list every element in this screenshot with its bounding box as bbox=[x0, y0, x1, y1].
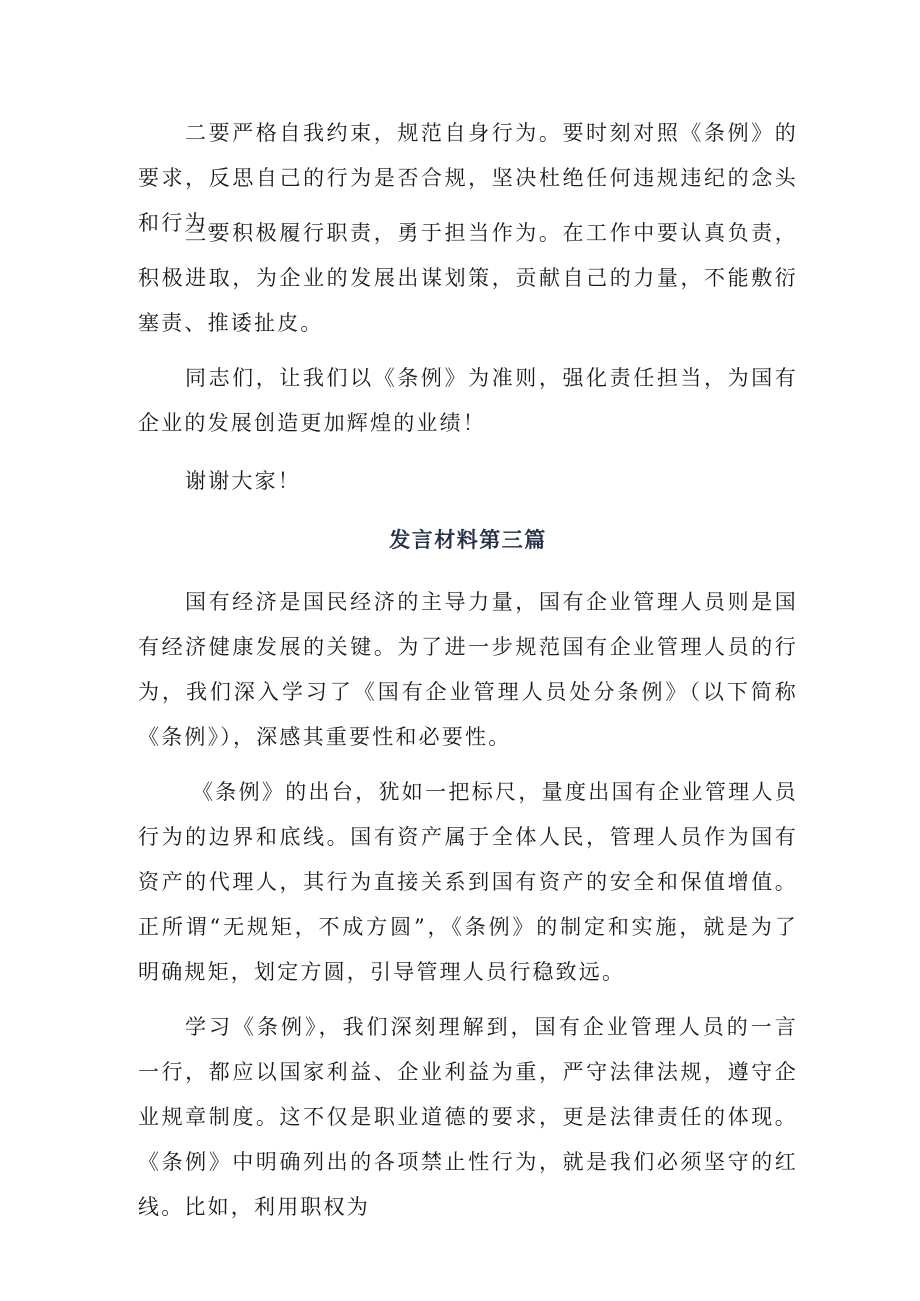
paragraph-call-to-action: 同志们，让我们以《条例》为准则，强化责任担当，为国有企业的发展创造更加辉煌的业绩！ bbox=[138, 366, 798, 435]
section-heading: 发言材料第三篇 bbox=[389, 527, 547, 552]
paragraph-study-regulation: 学习《条例》，我们深刻理解到，国有企业管理人员的一言一行，都应以国家利益、企业利益为重，严守法律法规，遵守企业规章制度。这不仅是职业道德的要求，更是法律责任的体现。《条例》中明确列出的各项禁止性行为，就是我们必须坚守的红线。比如，利用职权为 bbox=[138, 1015, 798, 1219]
paragraph-self-discipline: 二要严格自我约束，规范自身行为。要时刻对照《条例》的要求，反思自己的行为是否合规，坚决杜绝任何违规违纪的念头和行为。 bbox=[138, 121, 798, 235]
paragraph-intro: 国有经济是国民经济的主导力量，国有企业管理人员则是国有经济健康发展的关键。为了进一步规范国有企业管理人员的行为，我们深入学习了《国有企业管理人员处分条例》（以下简称《条例》），深感其重要性和必要性。 bbox=[138, 590, 798, 749]
paragraph-fulfill-duties: 三要积极履行职责，勇于担当作为。在工作中要认真负责，积极进取，为企业的发展出谋划策，贡献自己的力量，不能敷衍塞责、推诿扯皮。 bbox=[138, 221, 798, 335]
paragraph-thanks: 谢谢大家！ bbox=[185, 469, 301, 493]
paragraph-regulation-standard: 《条例》的出台，犹如一把标尺，量度出国有企业管理人员行为的边界和底线。国有资产属于全体人民，管理人员作为国有资产的代理人，其行为直接关系到国有资产的安全和保值增值。正所谓“无规矩，不成方圆”，《条例》的制定和实施，就是为了明确规矩，划定方圆，引导管理人员行稳致远。 bbox=[138, 780, 798, 984]
